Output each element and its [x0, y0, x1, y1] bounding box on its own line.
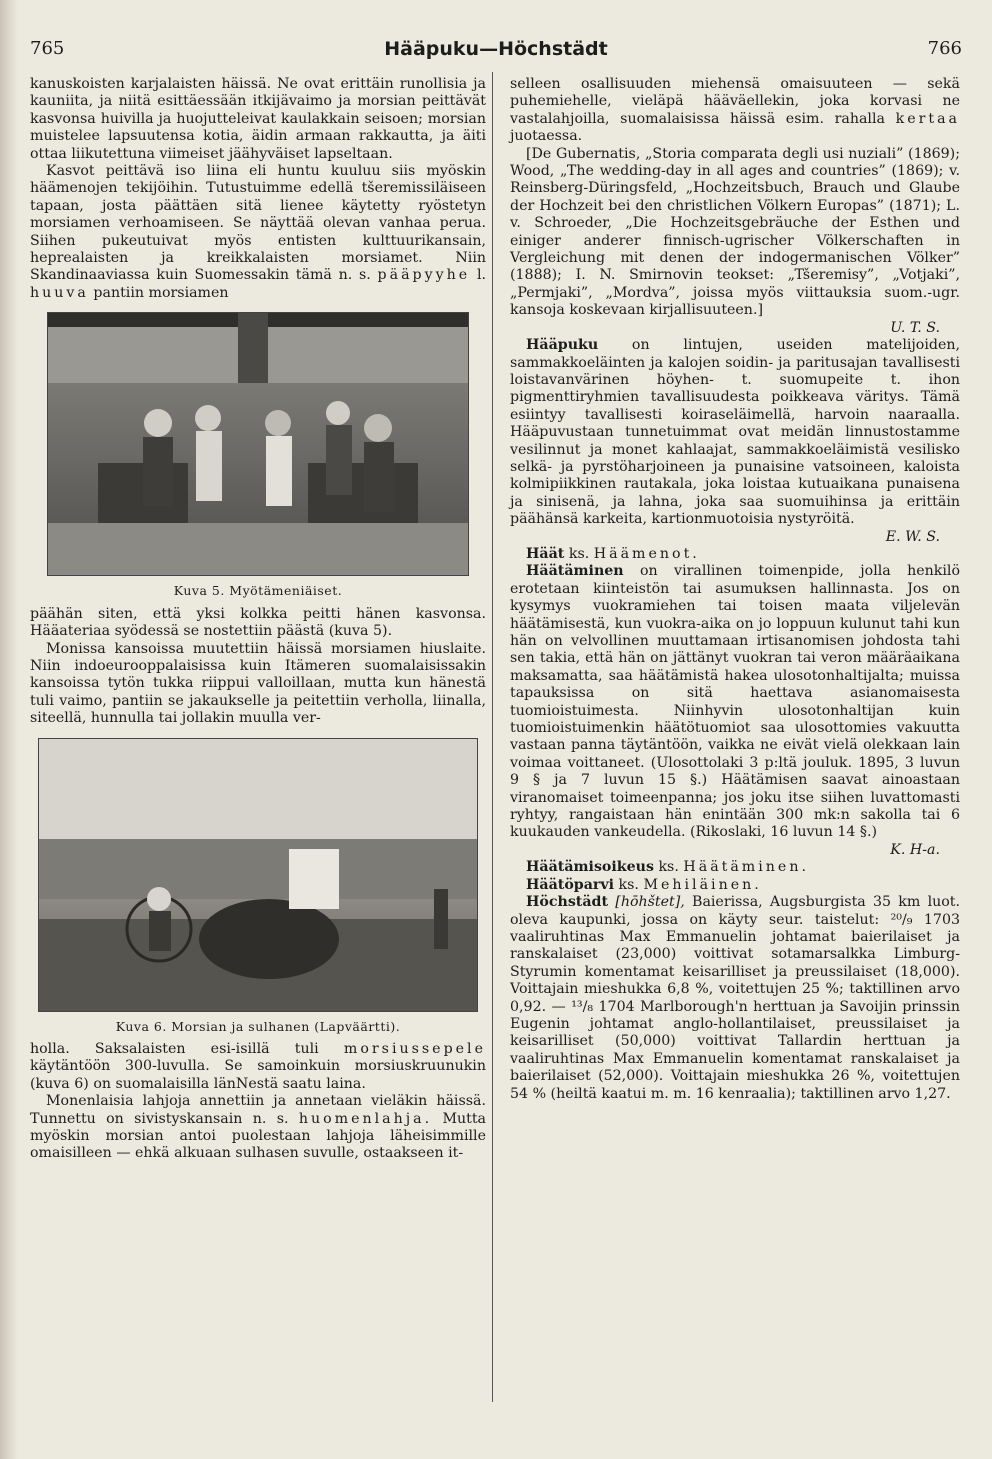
spaced-term: pääpyyhe — [377, 267, 471, 284]
headword: Häät — [526, 545, 565, 562]
headword: Häätämisoikeus — [526, 859, 654, 876]
photo-bride-and-groom — [38, 738, 478, 1012]
cross-reference: Mehiläinen. — [643, 876, 762, 893]
paragraph: kanuskoisten karjalaisten häissä. Ne ovat erittäin runollisia ja kauniita, ja niitä esittäessään itkijävaimo ja morsian peittävät kasvonsa huivilla ja huojutteleivat kaulakkain seisoen; morsian muistelee lapsuutensa kotia, äidin armaan rakkautta, ja äiti ottaa liikutettuna viimeiset jäähyväiset lapseltaan. — [30, 76, 486, 162]
headword: Häätöparvi — [526, 876, 615, 893]
running-header — [30, 38, 962, 68]
paragraph: holla. Saksalaisten esi-isillä tuli morsiussepele käytäntöön 300-luvulla. Se samoinkuin morsiuskruunukin (kuva 6) on suomalaisilla länNestä saatu laina. — [30, 1040, 486, 1092]
figure-5 — [30, 312, 486, 599]
page-number-right: 766 — [927, 38, 962, 59]
bibliography: [De Gubernatis, „Storia comparata degli usi nuziali” (1869); Wood, „The wedding-day in all ages and countries” (1869); v. Reinsberg-Düringsfeld, „Hochzeitsbuch, Brauch und Glaube der Hochzeit bei den christlichen Völkern Europas” (1871); L. v. Schroeder, „Die Hochzeitsgebräuche der Esthen und einiger anderer finnisch-ugrischer Völkerschaften in Vergleichung mit denen der indogermanischen Völker” (1888); I. N. Smirnovin teokset: „Tšeremisy”, „Votjaki”, „Permjaki”, „Mordva”, joissa myös viittauksia suom.-ugr. kansoja koskevaan kirjallisuuteen.] — [510, 145, 960, 319]
author-signature: E. W. S. — [885, 528, 940, 545]
figure-5-caption: Kuva 5. Myötämeniäiset. — [173, 583, 343, 599]
entry-haatamisoikeus: Häätämisoikeus ks. Häätäminen. — [526, 859, 809, 876]
spaced-term: huomenlahja. — [298, 1110, 433, 1127]
column-divider — [492, 72, 493, 1402]
headword: Höchstädt — [526, 894, 609, 911]
running-title: Hääpuku—Höchstädt — [384, 38, 608, 60]
pronunciation: [hōhštet], — [615, 894, 685, 911]
entry-hochstadt: Höchstädt [hōhštet], Baierissa, Augsburgista 35 km luot. oleva kaupunki, jossa on käyty seur. taistelut: ²⁰/₉ 1703 vaaliruhtinas Max Emmanuelin johtamat baierilaiset ja ranskalaiset (23,000) voittivat sotamarsalkka Limburg-Styrumin komentamat keisarilliset ja preussilaiset (18,000). Voittajain mieshukka 6,8 %, voitettujen 25 %; taktillinen arvo 0,92. — ¹³/₈ 1704 Marlborough'n herttuan ja Savoijin prinssin Eugenin johtamat anglo-hollantilaiset, preussilaiset ja keisarilliset (50,000) voittivat Tallardin herttuan ja vaaliruhtinas Max Emmanuelin komentamat ranskalaiset ja baierilaiset (52,000). Voittajain mieshukka 26 %, voitettujen 54 % (heiltä kaatui m. m. 16 kenraalia); taktillinen arvo 1,27. — [510, 894, 960, 1102]
entry-haat: Häät ks. Häämenot. — [526, 545, 700, 562]
headword: Hääpuku — [526, 337, 599, 354]
entry-haatoparvi: Häätöparvi ks. Mehiläinen. — [526, 876, 762, 893]
figure-6-caption: Kuva 6. Morsian ja sulhanen (Lapväärtti). — [115, 1018, 401, 1034]
spaced-term: morsiussepele — [343, 1040, 486, 1057]
paragraph: Kasvot peittävä iso liina eli huntu kuuluu siis myöskin häämenojen tekijöihin. Tutustuimme edellä tšeremissiläiseen tapaan, josta päättäen sitä lienee käytetty ryöstetyn morsiamen verhoamiseen. Se näyttää olevan vanhaa perua. Siihen pukeutuivat myös entisten kulttuurikansain, heprealaisten ja kreikkalaisten morsiamet. Niin Skandinaaviassa kuin Suomessakin tämä n. s. pääpyyhe l. huuva pantiin morsiamen — [30, 163, 487, 301]
photo-wedding-gathering — [47, 312, 469, 576]
spaced-term: kertaa — [895, 110, 960, 127]
figure-6 — [30, 738, 486, 1035]
paragraph: Monissa kansoissa muutettiin häissä morsiamen hiuslaite. Niin indoeurooppalaisissa kuin Itämeren suomalaisissakin kansoissa tytön tukka riippui valloillaan, mutta kun hänestä tuli vaimo, pantiin se jakaukselle ja peitettiin verholla, liinalla, siteellä, hunnulla tai jollakin muulla ver- — [30, 640, 486, 727]
photo-illustration — [39, 739, 477, 1011]
author-signature: K. H-a. — [890, 841, 940, 858]
cross-reference: Häätäminen. — [683, 859, 809, 876]
paragraph: selleen osallisuuden miehensä omaisuuteen — sekä puhemiehelle, vieläpä hääväellekin, joka korvasi ne vastalahjoilla, suomalaisissa häissä esim. rahalla kertaa juotaessa. — [510, 76, 960, 145]
right-column — [510, 76, 960, 1103]
entry-haapuku: Hääpuku on lintujen, useiden matelijoiden, sammakkoeläinten ja kalojen soidin- ja paritusajan tavallisesti loistavanvärinen höyhen- t. suomupeite t. ihon pigmenttiryhmien tavallisuudesta poikkeava väritys. Tämä esiintyy tavallisesti koiraseläimellä, harvoin naaraalla. Hääpuvustaan tunnetuimmat ovat meidän linnustostamme vesilinnut ja monet kahlaajat, sammakkoeläimistä vesilisko selkä- ja pyrstöharjoineen ja punaisine vatsoineen, kaloista kolmipiikkinen rautakala, joka loistaa kutuaikana punaisena ja sinisenä, ja lahna, joka saa suomuihinsa ja erittäin päähänsä karkeita, kartionmuotoisia nystyröitä. — [510, 337, 960, 528]
author-signature: U. T. S. — [890, 319, 940, 336]
headword: Häätäminen — [526, 563, 624, 580]
entry-haataminen: Häätäminen on virallinen toimenpide, jolla henkilö erotetaan kiinteistön tai asumuksen hallinnasta. Jos on kysymys vuokramiehen tai toisen maata viljelevän häätämisestä, kun vuokra-aika on jo loppuun kulunut tahi kun hän on velvollinen muuttamaan irtisanomisen johdosta tahi sen takia, että hän on jättänyt vuokran tai veron määräaikana maksamatta, saa häätämistä hakea ulosotonhaltijalta; muissa tapauksissa on sitä haettava asianomaisesta tuomioistuimesta. Niinhyvin ulosotonhaltijan kuin tuomioistuimenkin häätötuomiot saa ulosottomies vakuutta vastaan panna täytäntöön, vaikka ne eivät vielä olekkaan lain voimaa voittaneet. (Ulosottolaki 3 p:ltä jouluk. 1895, 3 luvun 9 § ja 7 luvun 15 §.) Häätämisen saavat ainoastaan viranomaiset toimeenpanna; jos joku itse siihen luvattomasti ryhtyy, rangaistaan hän enintään 300 mk:n sakolla tai 6 kuukauden vankeudella. (Rikoslaki, 16 luvun 14 §.) — [510, 563, 961, 841]
page-number-left: 765 — [30, 38, 65, 59]
left-column — [30, 76, 486, 1163]
photo-illustration — [48, 313, 468, 575]
page-edge — [0, 0, 18, 1459]
cross-reference: Häämenot. — [593, 545, 700, 562]
paragraph: päähän siten, että yksi kolkka peitti hänen kasvonsa. Hääateriaa syödessä se nostettiin päästä (kuva 5). — [30, 605, 486, 640]
spaced-term: huuva — [30, 284, 89, 301]
paragraph: Monenlaisia lahjoja annettiin ja annetaan vieläkin häissä. Tunnettu on sivistyskansain n. s. huomenlahja. Mutta myöskin morsian antoi puolestaan lahjoja läheisimmille omaisilleen — ehkä alkuaan sulhasen suvulle, ostaakseen it- — [30, 1093, 486, 1162]
